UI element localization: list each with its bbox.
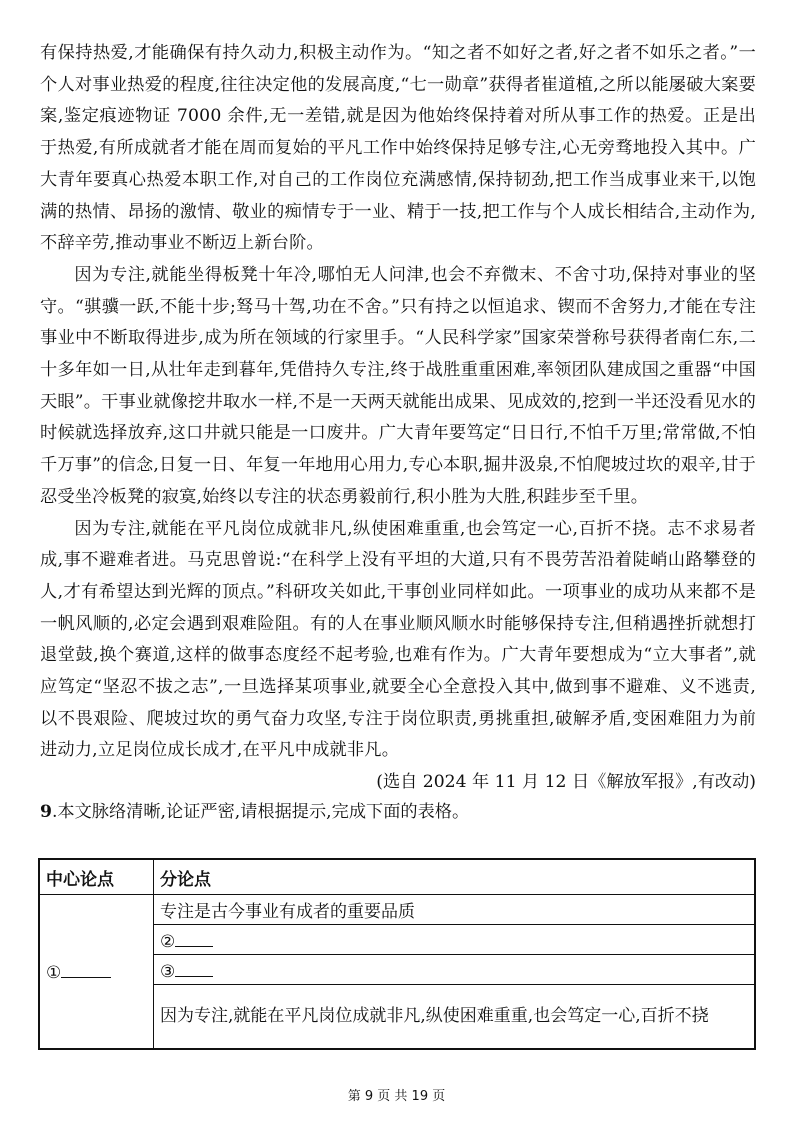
center-thesis-marker: ① <box>46 963 62 984</box>
paragraph-2: 因为专注,就能坐得板凳十年冷,哪怕无人问津,也会不弃微末、不舍寸功,保持对事业的坚守。“骐骥一跃,不能十步;驽马十驾,功在不舍。”只有持之以恒追求、锲而不舍努力,才能在专注事业中不断取得进步,成为所在领域的行家里手。“人民科学家”国家荣誉称号获得者南仁东,二十多年如一日,从壮年走到暮年,凭借持久专注,终于战胜重重困难,率领团队建成国之重器“中国天眼”。干事业就像挖井取水一样,不是一天两天就能出成果、见成效的,挖到一半还没看见水的时候就选择放弃,这口井就只能是一口废井。广大青年要笃定“日日行,不怕千万里;常常做,不怕千万事”的信念,日复一日、年复一年地用心用力,专心本职,掘井汲泉,不怕爬坡过坎的艰辛,甘于忍受坐冷板凳的寂寞,始终以专注的状态勇毅前行,积小胜为大胜,积跬步至千里。 <box>40 264 756 507</box>
header-center-thesis: 中心论点 <box>39 859 154 895</box>
question-number: 9 <box>40 802 52 823</box>
sub-argument-3-marker: ③ <box>160 961 176 982</box>
question-text: .本文脉络清晰,论证严密,请根据提示,完成下面的表格。 <box>51 802 470 823</box>
sub-argument-1: 专注是古今事业有成者的重要品质 <box>154 895 756 925</box>
sub-argument-3-cell[interactable] <box>154 955 756 985</box>
center-thesis-cell[interactable] <box>39 895 154 1049</box>
center-thesis-blank[interactable] <box>61 959 111 978</box>
paragraph-1: 有保持热爱,才能确保有持久动力,积极主动作为。“知之者不如好之者,好之者不如乐之者。”一个人对事业热爱的程度,往往决定他的发展高度,“七一勋章”获得者崔道植,之所以能屡破大案要案,鉴定痕迹物证 7000 余件,无一差错,就是因为他始终保持着对所从事工作的热爱。正是出于热爱,有所成就者才能在周而复始的平凡工作中始终保持足够专注,心无旁骛地投入其中。广大青年要真心热爱本职工作,对自己的工作岗位充满感情,保持韧劲,把工作当成事业来干,以饱满的热情、昂扬的激情、敬业的痴情专于一业、精于一技,把工作与个人成长相结合,主动作为,不辞辛劳,推动事业不断迈上新台阶。 <box>40 43 756 254</box>
sub-argument-2-blank[interactable] <box>175 928 213 947</box>
paragraph-3: 因为专注,就能在平凡岗位成就非凡,纵使困难重重,也会笃定一心,百折不挠。志不求易者成,事不避难者进。马克思曾说:“在科学上没有平坦的大道,只有不畏劳苦沿着陡峭山路攀登的人,才有希望达到光辉的顶点。”科研攻关如此,干事创业同样如此。一项事业的成功从来都不是一帆风顺的,必定会遇到艰难险阻。有的人在事业顺风顺水时能够保持专注,但稍遇挫折就想打退堂鼓,换个赛道,这样的做事态度经不起考验,也难有作为。广大青年要想成为“立大事者”,就应笃定“坚忍不拔之志”,一旦选择某项事业,就要全心全意投入其中,做到事不避难、义不逃责,以不畏艰险、爬坡过坎的勇气奋力攻坚,专注于岗位职责,勇挑重担,破解矛盾,变困难阻力为前进动力,立足岗位成长成才,在平凡中成就非凡。 <box>40 518 756 761</box>
header-sub-arguments: 分论点 <box>154 859 756 895</box>
source-citation: (选自 2024 年 11 月 12 日《解放军报》,有改动) <box>376 772 756 793</box>
sub-argument-2-marker: ② <box>160 931 176 952</box>
sub-argument-4: 因为专注,就能在平凡岗位成就非凡,纵使困难重重,也会笃定一心,百折不挠 <box>154 985 756 1049</box>
question-9 <box>40 797 756 827</box>
article-body <box>40 38 756 827</box>
sub-argument-3-blank[interactable] <box>175 958 213 977</box>
sub-argument-2-cell[interactable] <box>154 925 756 955</box>
argument-outline-table <box>38 858 756 1050</box>
page-footer: 第 9 页 共 19 页 <box>347 1089 446 1104</box>
